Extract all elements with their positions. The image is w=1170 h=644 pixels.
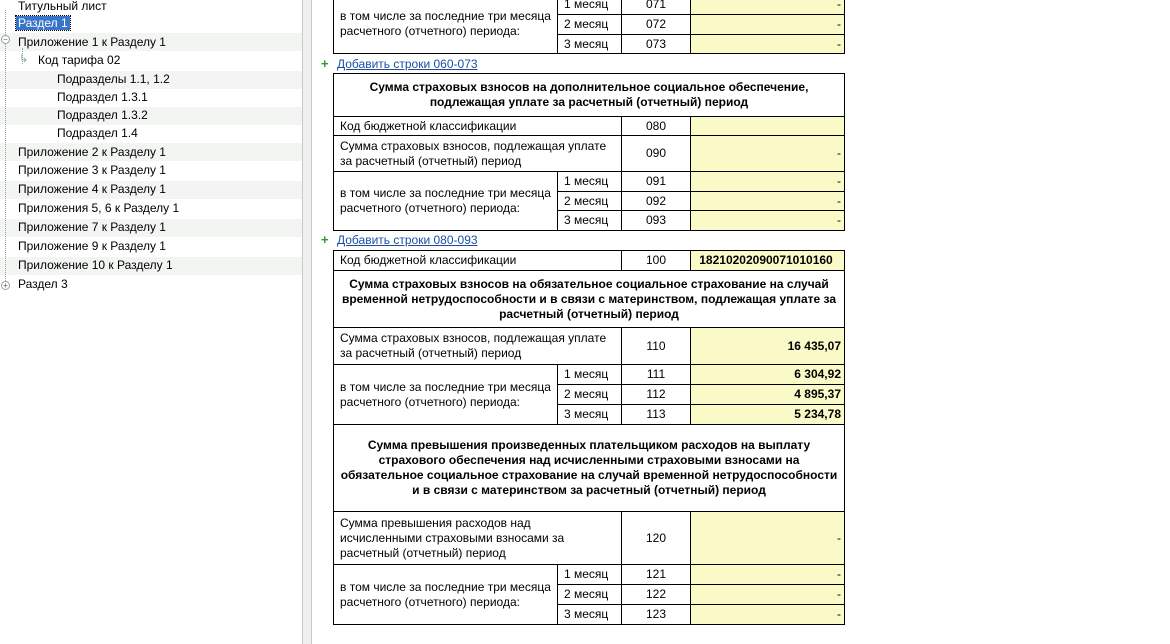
value-091[interactable]: - bbox=[690, 171, 845, 192]
tree-item-label: Раздел 3 bbox=[18, 277, 68, 291]
value-113[interactable]: 5 234,78 bbox=[690, 404, 845, 425]
tree-item-label: Приложение 9 к Разделу 1 bbox=[18, 239, 166, 253]
row-code-120: 120 bbox=[621, 511, 691, 565]
month-3-label: 3 месяц bbox=[557, 34, 622, 54]
value-111[interactable]: 6 304,92 bbox=[690, 364, 845, 385]
tree-item-tariff-code[interactable] bbox=[38, 52, 120, 69]
month-3-label: 3 месяц bbox=[557, 604, 622, 625]
panel-splitter[interactable] bbox=[302, 0, 312, 644]
month-1-label: 1 месяц bbox=[557, 171, 622, 192]
month-2-label: 2 месяц bbox=[557, 584, 622, 605]
tree-item-label: Приложение 1 к Разделу 1 bbox=[18, 35, 166, 49]
tree-stripe bbox=[0, 107, 302, 125]
add-icon: + bbox=[321, 232, 329, 247]
row-code-093: 093 bbox=[621, 210, 691, 231]
row-code-092: 092 bbox=[621, 191, 691, 211]
tree-item-appendix-1[interactable] bbox=[18, 34, 166, 51]
label-text: в том числе за последние три месяца расчетного (отчетного) периода: bbox=[340, 579, 551, 609]
value-120[interactable]: - bbox=[690, 511, 845, 565]
tree-item-subsection-1-4[interactable] bbox=[57, 125, 138, 142]
tree-connector bbox=[5, 10, 6, 285]
add-icon: + bbox=[321, 56, 329, 71]
tree-item-label: Приложения 5, 6 к Разделу 1 bbox=[18, 201, 180, 215]
month-1-label: 1 месяц bbox=[557, 0, 622, 15]
tree-item-label: Подраздел 1.3.1 bbox=[57, 90, 148, 104]
row-code-071: 071 bbox=[621, 0, 691, 15]
branch-icon: ↳ bbox=[19, 53, 29, 65]
month-1-label: 1 месяц bbox=[557, 364, 622, 385]
row-code-090: 090 bbox=[621, 135, 691, 172]
section-header-excess-expenses: Сумма превышения произведенных плательщиком расходов на выплату страхового обеспечения над исчисленными страховыми взносами на обязательное социальное страхование на случай временной нетрудоспособности и в связи с материнством за расчетный (отчетный) период bbox=[333, 424, 845, 512]
row-code-123: 123 bbox=[621, 604, 691, 625]
value-093[interactable]: - bbox=[690, 210, 845, 231]
tree-item-appendix-9[interactable] bbox=[18, 238, 166, 255]
add-rows-060-073-link[interactable]: Добавить строки 060-073 bbox=[337, 57, 478, 71]
value-122[interactable]: - bbox=[690, 584, 845, 605]
section-header-temporary-disability: Сумма страховых взносов на обязательное социальное страхование на случай временной нетрудоспособности и в связи с материнством, подлежащая уплате за расчетный (отчетный) период bbox=[333, 270, 845, 328]
excess-sum-label: Сумма превышения расходов над исчисленными страховыми взносами за расчетный (отчетный) период bbox=[333, 511, 622, 565]
row-code-072: 072 bbox=[621, 14, 691, 35]
sum-payable-label: Сумма страховых взносов, подлежащая уплате за расчетный (отчетный) период bbox=[333, 135, 622, 172]
tree-item-label: Приложение 3 к Разделу 1 bbox=[18, 163, 166, 177]
add-rows-080-093-link[interactable]: Добавить строки 080-093 bbox=[337, 233, 478, 247]
tree-item-label: Приложение 2 к Разделу 1 bbox=[18, 145, 166, 159]
last-three-months-label bbox=[333, 171, 558, 231]
tree-item-label: Подразделы 1.1, 1.2 bbox=[57, 72, 170, 86]
value-072[interactable]: - bbox=[690, 14, 845, 35]
tree-item-subsection-1-3-2[interactable] bbox=[57, 107, 148, 124]
tree-item-label: Приложение 10 к Разделу 1 bbox=[18, 258, 173, 272]
tree-item-label: Код тарифа 02 bbox=[38, 53, 121, 67]
last-three-months-label bbox=[333, 564, 558, 625]
expand-icon[interactable]: + bbox=[1, 281, 10, 290]
tree-item-subsection-1-1[interactable] bbox=[57, 71, 170, 88]
tree-item-label: Подраздел 1.4 bbox=[57, 126, 138, 140]
tree-item-appendix-7[interactable] bbox=[18, 219, 166, 236]
row-code-113: 113 bbox=[621, 404, 691, 425]
label-text: в том числе за последние три месяца расчетного (отчетного) периода: bbox=[340, 9, 551, 38]
row-code-112: 112 bbox=[621, 384, 691, 405]
tree-item-label: Приложение 7 к Разделу 1 bbox=[18, 220, 166, 234]
value-071[interactable]: - bbox=[690, 0, 845, 15]
value-123[interactable]: - bbox=[690, 604, 845, 625]
row-code-091: 091 bbox=[621, 171, 691, 192]
tree-item-label: Раздел 1 bbox=[18, 16, 68, 30]
navigation-tree bbox=[0, 0, 302, 644]
kbk-label: Код бюджетной классификации bbox=[333, 116, 622, 136]
row-code-080: 080 bbox=[621, 116, 691, 136]
section-header-additional-social: Сумма страховых взносов на дополнительное социальное обеспечение, подлежащая уплате за расчетный (отчетный) период bbox=[333, 73, 845, 117]
month-3-label: 3 месяц bbox=[557, 210, 622, 231]
tree-item-appendix-3[interactable] bbox=[18, 162, 166, 179]
last-three-months-label bbox=[333, 364, 558, 425]
row-code-121: 121 bbox=[621, 564, 691, 585]
kbk-label: Код бюджетной классификации bbox=[333, 250, 622, 271]
label-text: в том числе за последние три месяца расчетного (отчетного) периода: bbox=[340, 186, 551, 215]
value-121[interactable]: - bbox=[690, 564, 845, 585]
report-form bbox=[312, 0, 1170, 644]
row-code-100: 100 bbox=[621, 250, 691, 271]
tree-item-label: Подраздел 1.3.2 bbox=[57, 108, 148, 122]
value-112[interactable]: 4 895,37 bbox=[690, 384, 845, 405]
month-2-label: 2 месяц bbox=[557, 384, 622, 405]
tree-item-subsection-1-3-1[interactable] bbox=[57, 89, 148, 106]
row-code-073: 073 bbox=[621, 34, 691, 54]
tree-item-label: Приложение 4 к Разделу 1 bbox=[18, 182, 166, 196]
tree-item-label: Титульный лист bbox=[18, 0, 107, 13]
tree-item-section-3[interactable] bbox=[18, 276, 68, 293]
tree-item-section-1[interactable] bbox=[16, 15, 70, 32]
row-code-111: 111 bbox=[621, 364, 691, 385]
last-three-months-label bbox=[333, 0, 558, 54]
tree-item-appendix-5-6[interactable] bbox=[18, 200, 179, 217]
value-080[interactable] bbox=[690, 116, 845, 136]
month-2-label: 2 месяц bbox=[557, 14, 622, 35]
value-100[interactable]: 18210202090071010160 bbox=[690, 250, 845, 271]
month-2-label: 2 месяц bbox=[557, 191, 622, 211]
value-092[interactable]: - bbox=[690, 191, 845, 211]
tree-item-title-page[interactable] bbox=[18, 0, 107, 15]
value-073[interactable]: - bbox=[690, 34, 845, 54]
sum-payable-label: Сумма страховых взносов, подлежащая уплате за расчетный (отчетный) период bbox=[333, 327, 622, 365]
collapse-icon[interactable]: − bbox=[1, 35, 10, 44]
month-3-label: 3 месяц bbox=[557, 404, 622, 425]
row-code-122: 122 bbox=[621, 584, 691, 605]
tree-item-appendix-10[interactable] bbox=[18, 257, 173, 274]
label-text: в том числе за последние три месяца расчетного (отчетного) периода: bbox=[340, 379, 551, 409]
month-1-label: 1 месяц bbox=[557, 564, 622, 585]
value-110[interactable]: 16 435,07 bbox=[690, 327, 845, 365]
tree-item-appendix-2[interactable] bbox=[18, 144, 166, 161]
value-090[interactable]: - bbox=[690, 135, 845, 172]
row-code-110: 110 bbox=[621, 327, 691, 365]
tree-item-appendix-4[interactable] bbox=[18, 181, 166, 198]
